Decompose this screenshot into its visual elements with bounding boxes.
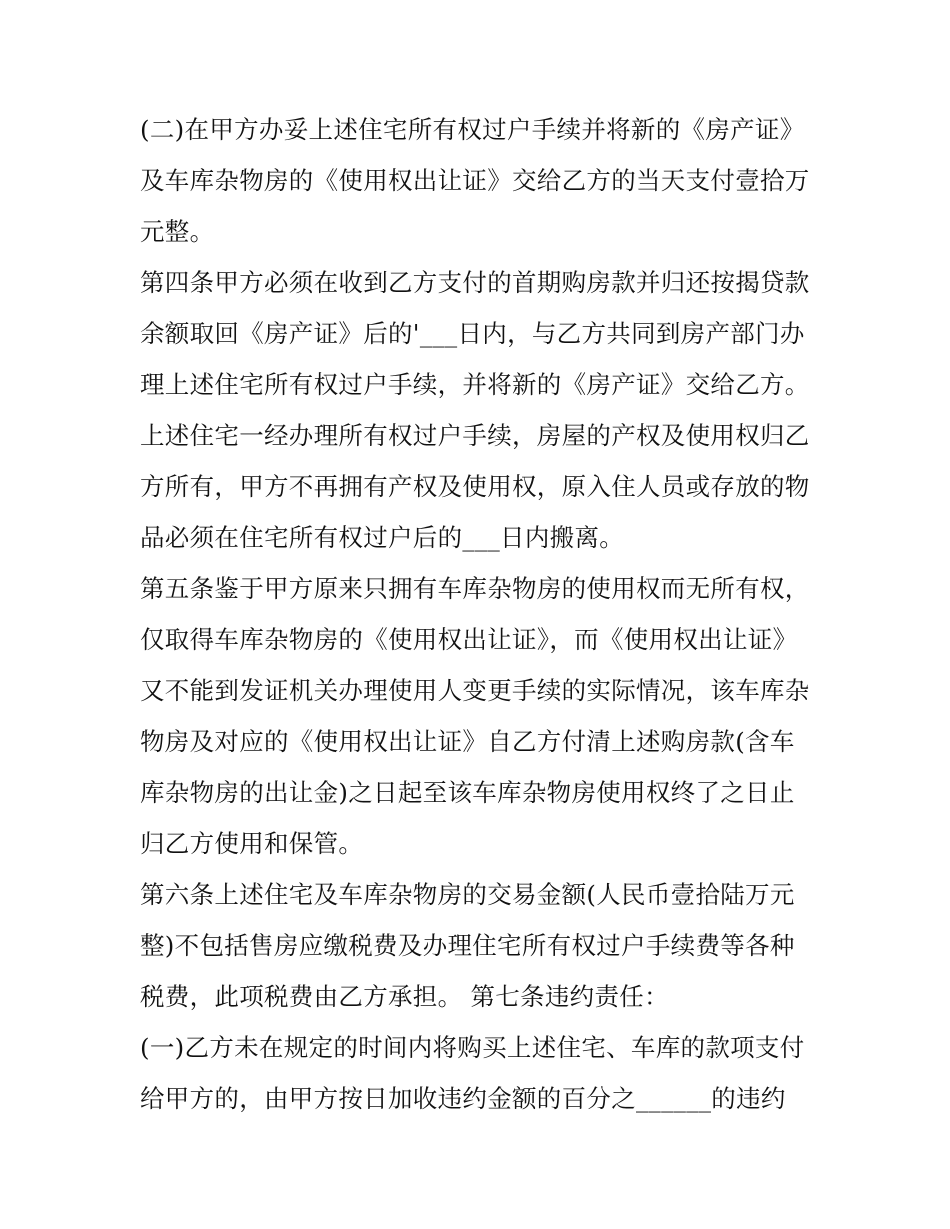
text-line: 理上述住宅所有权过户手续，并将新的《房产证》交给乙方。: [140, 370, 810, 399]
text-line: (二)在甲方办妥上述住宅所有权过户手续并将新的《房产证》: [140, 115, 805, 144]
text-line: 又不能到发证机关办理使用人变更手续的实际情况，该车库杂: [140, 676, 810, 705]
text-line: 方所有，甲方不再拥有产权及使用权，原入住人员或存放的物: [140, 472, 810, 501]
text-line: 仅取得车库杂物房的《使用权出让证》，而《使用权出让证》: [140, 625, 798, 654]
text-line: 余额取回《房产证》后的'___日内，与乙方共同到房产部门办: [140, 319, 805, 348]
text-line: 第四条甲方必须在收到乙方支付的首期购房款并归还按揭贷款: [140, 268, 810, 297]
text-line: 归乙方使用和保管。: [140, 829, 364, 858]
text-line: 库杂物房的出让金)之日起至该车库杂物房使用权终了之日止: [140, 778, 795, 807]
text-line: 物房及对应的《使用权出让证》自乙方付清上述购房款(含车: [140, 727, 795, 756]
text-line: (一)乙方未在规定的时间内将购买上述住宅、车库的款项支付: [140, 1033, 805, 1062]
text-line: 元整。: [140, 217, 215, 246]
text-line: 及车库杂物房的《使用权出让证》交给乙方的当天支付壹拾万: [140, 166, 810, 195]
text-line: 税费，此项税费由乙方承担。 第七条违约责任：: [140, 982, 669, 1011]
text-line: 第六条上述住宅及车库杂物房的交易金额(人民币壹拾陆万元: [140, 880, 795, 909]
document-body: [140, 104, 820, 1124]
text-line: 整)不包括售房应缴税费及办理住宅所有权过户手续费等各种: [140, 931, 795, 960]
text-line: 品必须在住宅所有权过户后的___日内搬离。: [140, 523, 625, 552]
text-line: 第五条鉴于甲方原来只拥有车库杂物房的使用权而无所有权，: [140, 574, 810, 603]
text-line: 给甲方的，由甲方按日加收违约金额的百分之______的违约: [140, 1084, 786, 1113]
text-line: 上述住宅一经办理所有权过户手续，房屋的产权及使用权归乙: [140, 421, 810, 450]
